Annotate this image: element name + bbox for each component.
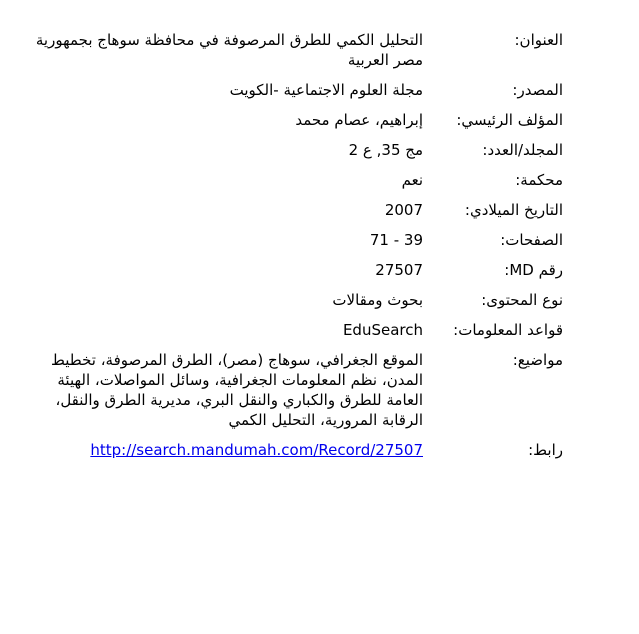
field-value: 27507 xyxy=(375,261,423,279)
field-label: الصفحات: xyxy=(500,231,563,249)
field-label: رقم MD: xyxy=(504,261,563,279)
field-source xyxy=(0,80,639,110)
field-value: إبراهيم، عصام محمد xyxy=(295,111,423,129)
field-label: العنوان: xyxy=(514,31,563,49)
field-value: الموقع الجغرافي، سوهاج (مصر)، الطرق المرصوفة، تخطيط المدن، نظم المعلومات الجغرافية، وسائل المواصلات، الهيئة العامة للطرق والكباري والنقل البري، مديرية الطرق والنقل، الرقابة المرورية، التحليل الكمي xyxy=(51,351,423,429)
field-label: محكمة: xyxy=(515,171,563,189)
field-volume-issue xyxy=(0,140,639,170)
field-value: 39 - 71 xyxy=(369,231,423,249)
field-label: قواعد المعلومات: xyxy=(453,321,563,339)
field-title xyxy=(0,30,639,80)
field-value: بحوث ومقالات xyxy=(332,291,423,309)
field-label: رابط: xyxy=(528,441,563,459)
field-md-number xyxy=(0,260,639,290)
field-value: التحليل الكمي للطرق المرصوفة في محافظة سوهاج بجمهورية مصر العربية xyxy=(35,31,423,69)
field-value: نعم xyxy=(401,171,423,189)
field-value: EduSearch xyxy=(342,321,423,339)
field-value xyxy=(23,440,423,460)
field-date xyxy=(0,200,639,230)
field-value: مج 35, ع 2 xyxy=(348,141,423,159)
field-label: نوع المحتوى: xyxy=(481,291,563,309)
field-label: التاريخ الميلادي: xyxy=(464,201,563,219)
field-peer-reviewed xyxy=(0,170,639,200)
field-label: المصدر: xyxy=(512,81,563,99)
field-link xyxy=(0,440,639,470)
field-content-type xyxy=(0,290,639,320)
field-database xyxy=(0,320,639,350)
field-label: المجلد/العدد: xyxy=(482,141,563,159)
record-details xyxy=(0,30,639,470)
field-subjects xyxy=(0,350,639,440)
field-value: مجلة العلوم الاجتماعية -الكويت xyxy=(229,81,423,99)
record-link[interactable]: http://search.mandumah.com/Record/27507 xyxy=(90,441,423,459)
field-author xyxy=(0,110,639,140)
field-label: المؤلف الرئيسي: xyxy=(456,111,563,129)
field-label: مواضيع: xyxy=(512,351,563,369)
field-value: 2007 xyxy=(384,201,423,219)
field-pages xyxy=(0,230,639,260)
